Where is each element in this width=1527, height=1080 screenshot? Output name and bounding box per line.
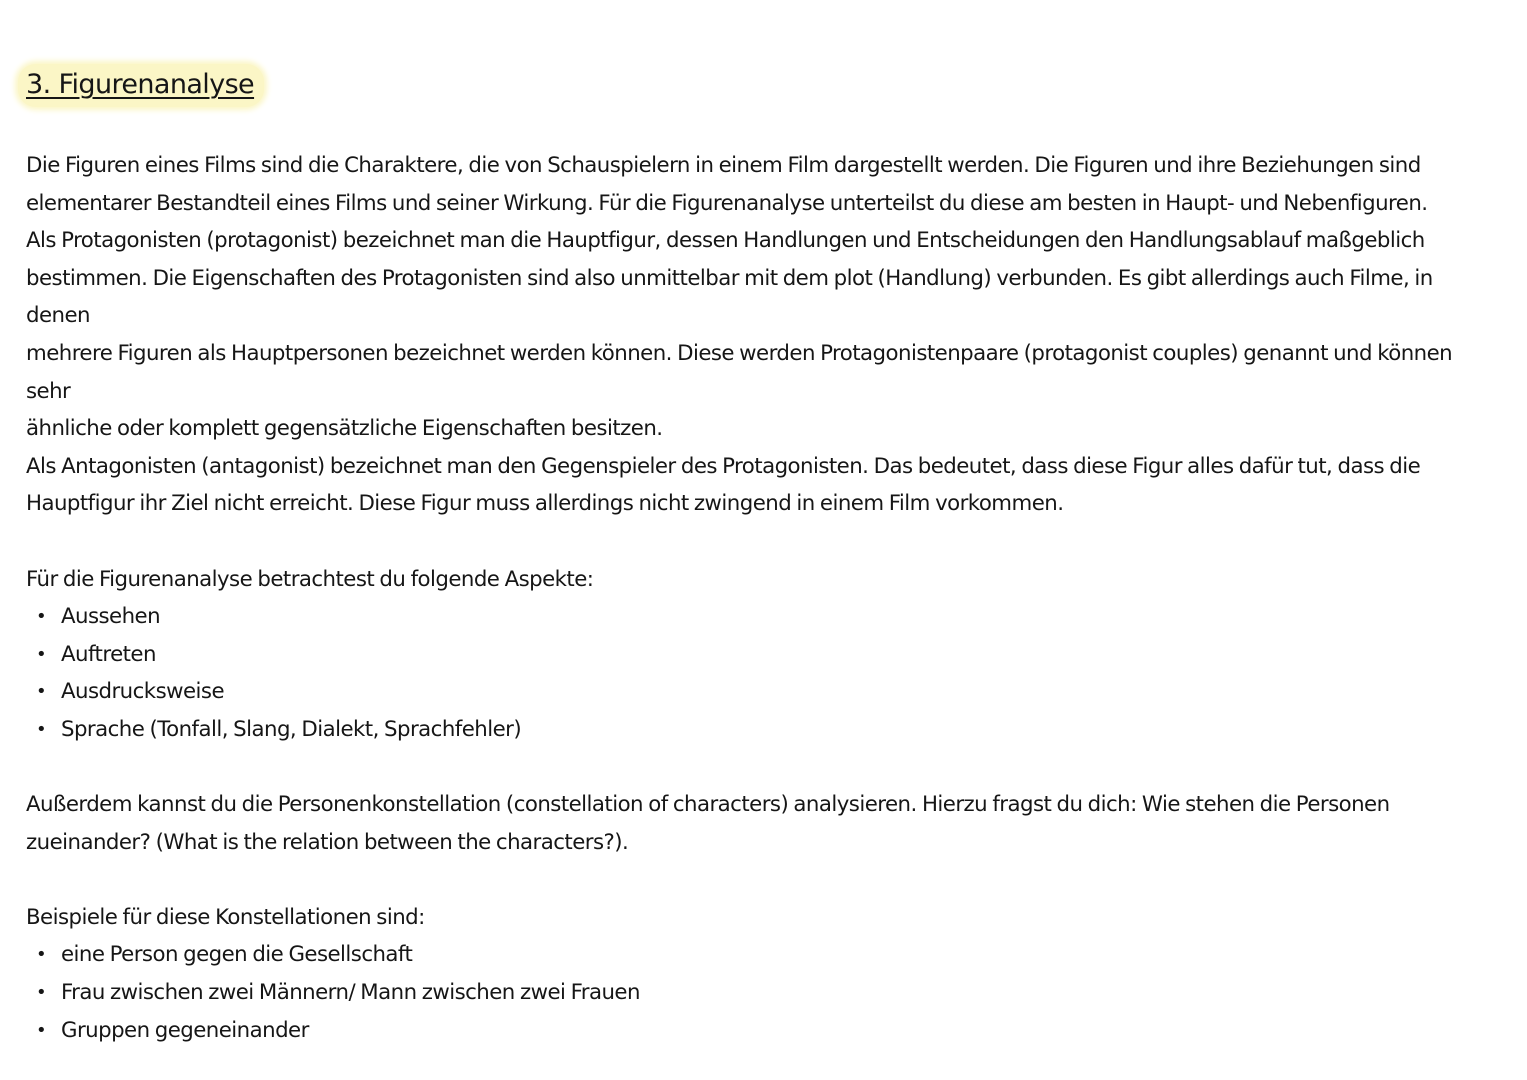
intro-line: ähnliche oder komplett gegensätzliche Eigenschaften besitzen.: [26, 416, 663, 442]
list-item-text: Auftreten: [61, 641, 156, 667]
section-heading: 3. Figurenanalyse: [26, 69, 255, 100]
list-item-text: eine Person gegen die Gesellschaft: [61, 942, 413, 968]
list-item: [26, 711, 1496, 749]
document-page: [26, 64, 1496, 1049]
examples-title: Beispiele für diese Konstellationen sind:: [26, 904, 425, 930]
list-item: [26, 598, 1496, 636]
intro-line: bestimmen. Die Eigenschaften des Protagonisten sind also unmittelbar mit dem plot (Handlung) verbunden. Es gibt allerdings auch Filme, in denen: [26, 265, 1433, 329]
list-item-text: Sprache (Tonfall, Slang, Dialekt, Sprachfehler): [61, 716, 522, 742]
intro-line: Als Antagonisten (antagonist) bezeichnet man den Gegenspieler des Protagonisten. Das bedeutet, dass diese Figur alles dafür tut, dass die: [26, 453, 1421, 479]
examples-list: [26, 936, 1496, 1049]
bullet-icon: •: [36, 718, 47, 740]
intro-line: elementarer Bestandteil eines Films und seiner Wirkung. Für die Figurenanalyse unterteilst du diese am besten in Haupt- und Nebenfiguren.: [26, 190, 1428, 216]
list-item-text: Ausdrucksweise: [61, 679, 225, 705]
list-item: [26, 974, 1496, 1012]
bullet-icon: •: [36, 606, 47, 628]
constellation-line: zueinander? (What is the relation between the characters?).: [26, 829, 629, 855]
bullet-icon: •: [36, 681, 47, 703]
intro-line: Als Protagonisten (protagonist) bezeichnet man die Hauptfigur, dessen Handlungen und Entscheidungen den Handlungsablauf maßgeblich: [26, 228, 1425, 254]
intro-paragraph: [26, 147, 1496, 523]
intro-line: Hauptfigur ihr Ziel nicht erreicht. Diese Figur muss allerdings nicht zwingend in einem Film vorkommen.: [26, 491, 1064, 517]
bullet-icon: •: [36, 643, 47, 665]
constellation-paragraph: [26, 786, 1496, 861]
list-item-text: Frau zwischen zwei Männern/ Mann zwischen zwei Frauen: [61, 980, 640, 1006]
list-item-text: Gruppen gegeneinander: [61, 1017, 309, 1043]
intro-line: Die Figuren eines Films sind die Charaktere, die von Schauspielern in einem Film dargestellt werden. Die Figuren und ihre Beziehungen sind: [26, 153, 1421, 178]
list-item: [26, 1012, 1496, 1050]
heading-highlight: [18, 64, 264, 107]
list-item-text: Aussehen: [61, 604, 161, 630]
aspects-list: [26, 598, 1496, 748]
list-item: [26, 936, 1496, 974]
bullet-icon: •: [36, 944, 47, 966]
list-item: [26, 636, 1496, 674]
list-item: [26, 673, 1496, 711]
intro-line: mehrere Figuren als Hauptpersonen bezeichnet werden können. Diese werden Protagonistenpaare (protagonist couples) genannt und können sehr: [26, 340, 1453, 404]
bullet-icon: •: [36, 1019, 47, 1041]
constellation-line: Außerdem kannst du die Personenkonstellation (constellation of characters) analysieren. Hierzu fragst du dich: Wie stehen die Personen: [26, 792, 1390, 818]
aspects-title: Für die Figurenanalyse betrachtest du folgende Aspekte:: [26, 566, 594, 592]
bullet-icon: •: [36, 982, 47, 1004]
